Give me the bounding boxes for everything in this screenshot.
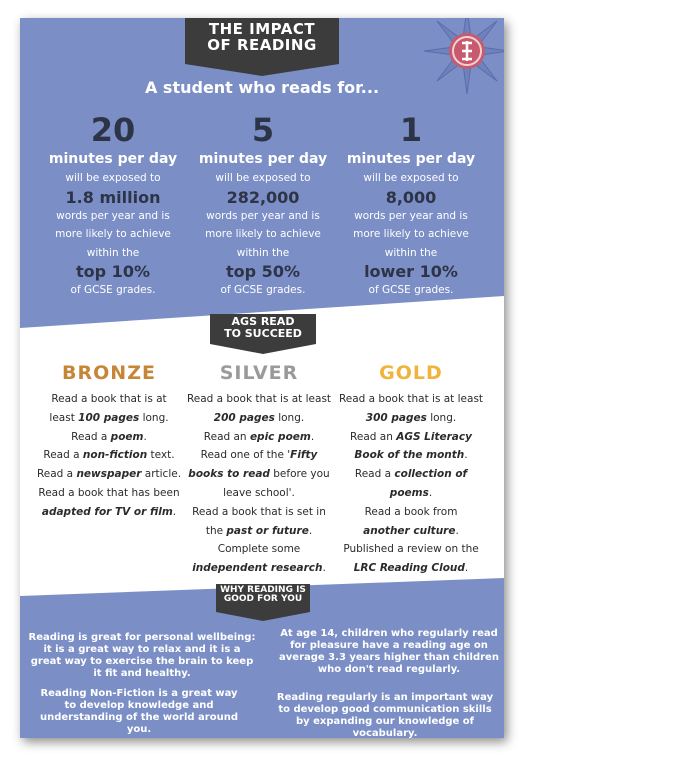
stat-unit: minutes per day (48, 151, 178, 167)
bronze-line: adapted for TV or film. (41, 505, 177, 518)
stat-exposed: will be exposed to (65, 172, 161, 184)
stat-exposed: will be exposed to (215, 172, 311, 184)
gold-title: GOLD (379, 362, 443, 384)
stat-unit: minutes per day (346, 151, 476, 167)
silver-line: Complete some (217, 543, 301, 556)
reading-poster (20, 18, 504, 738)
stat-likely-1: words per year and is (354, 209, 468, 222)
bronze-line: Read a book that is at (51, 393, 167, 405)
silver-line: 200 pages long. (213, 411, 305, 424)
silver-title: SILVER (219, 362, 299, 384)
wellbeing-paragraph: Reading is great for personal wellbeing: it is a great way to relax and it is a great way to exercise the brain to keep it fit and healthy. (28, 632, 256, 679)
stat-number: 20 (90, 111, 136, 149)
why-reading-banner (216, 584, 310, 612)
reading-age-paragraph: At age 14, children who regularly read for pleasure have a reading age on average 3.3 years higher than children who don't read regularly. (279, 628, 499, 675)
gold-line: Book of the month. (354, 449, 468, 462)
bronze-line: Read a newspaper article. (36, 468, 182, 481)
bronze-line: Read a non-fiction text. (43, 449, 175, 462)
vocabulary-paragraph: Reading regularly is an important way to develop good communication skills by expanding our knowledge of vocabulary. (276, 692, 494, 738)
stat-number: 5 (251, 111, 275, 149)
gold-line: LRC Reading Cloud. (353, 562, 469, 575)
stat-within: within the (86, 246, 140, 259)
silver-line: books to read before you (188, 468, 330, 481)
silver-line: independent research. (192, 562, 326, 575)
stat-likely-1: words per year and is (206, 209, 320, 222)
gold-line: Published a review on the (343, 543, 479, 556)
ags-banner-line-1: AGS READ (231, 315, 295, 328)
bronze-line: least 100 pages long. (49, 411, 169, 424)
silver-line: Read a book that is set in (192, 505, 326, 518)
why-banner-line-2: GOOD FOR YOU (223, 594, 303, 605)
stat-of: of GCSE grades. (220, 284, 306, 296)
gold-line: another culture. (363, 524, 459, 537)
stat-column-5 (188, 110, 338, 300)
silver-line: the past or future. (205, 524, 313, 537)
stat-likely-2: more likely to achieve (353, 228, 469, 240)
stat-exposed: will be exposed to (363, 172, 459, 184)
gold-line: Read a collection of poems. (354, 468, 468, 499)
stat-likely-1: words per year and is (56, 209, 170, 222)
silver-line: leave school'. (223, 486, 295, 499)
stat-rank: top 10% (76, 262, 150, 281)
bronze-tier (34, 360, 184, 522)
stat-column-1 (336, 110, 486, 300)
title-line-2: OF READING (207, 35, 317, 54)
stat-unit: minutes per day (198, 151, 328, 167)
stat-within: within the (384, 246, 438, 259)
stat-words: 8,000 (385, 187, 437, 207)
ags-read-banner (210, 314, 316, 344)
why-banner-line-1: WHY READING IS (220, 585, 306, 595)
stat-of: of GCSE grades. (70, 284, 156, 296)
silver-line: Read a book that is at least (186, 393, 332, 405)
stat-likely-2: more likely to achieve (205, 228, 321, 240)
title-banner (185, 18, 339, 64)
gold-tier (336, 360, 486, 578)
gold-line: 300 pages long. (365, 411, 457, 424)
stat-words: 1.8 million (65, 187, 161, 207)
stat-rank: lower 10% (364, 262, 458, 281)
title-line-1: THE IMPACT (208, 20, 316, 38)
bronze-title: BRONZE (62, 362, 156, 384)
gold-line: Read a book from (364, 505, 458, 518)
stat-of: of GCSE grades. (368, 284, 454, 296)
bronze-line: Read a poem. (71, 430, 147, 443)
silver-line: Read one of the 'Fifty (200, 449, 318, 462)
bronze-line: Read a book that has been (38, 486, 180, 499)
stat-number: 1 (399, 111, 423, 149)
stat-within: within the (236, 246, 290, 259)
ags-banner-line-2: TO SUCCEED (224, 326, 302, 340)
stat-column-20 (38, 110, 188, 300)
silver-line: Read an epic poem. (203, 430, 315, 443)
gold-line: Read a book that is at least (338, 393, 484, 405)
non-fiction-paragraph: Reading Non-Fiction is a great way to develop knowledge and understanding of the world around you. (40, 688, 238, 735)
stat-words: 282,000 (226, 187, 300, 207)
stat-likely-2: more likely to achieve (55, 228, 171, 240)
silver-tier (184, 360, 334, 578)
stat-rank: top 50% (226, 262, 300, 281)
subtitle: A student who reads for... (144, 78, 380, 97)
gold-line: Read an AGS Literacy (350, 430, 472, 443)
